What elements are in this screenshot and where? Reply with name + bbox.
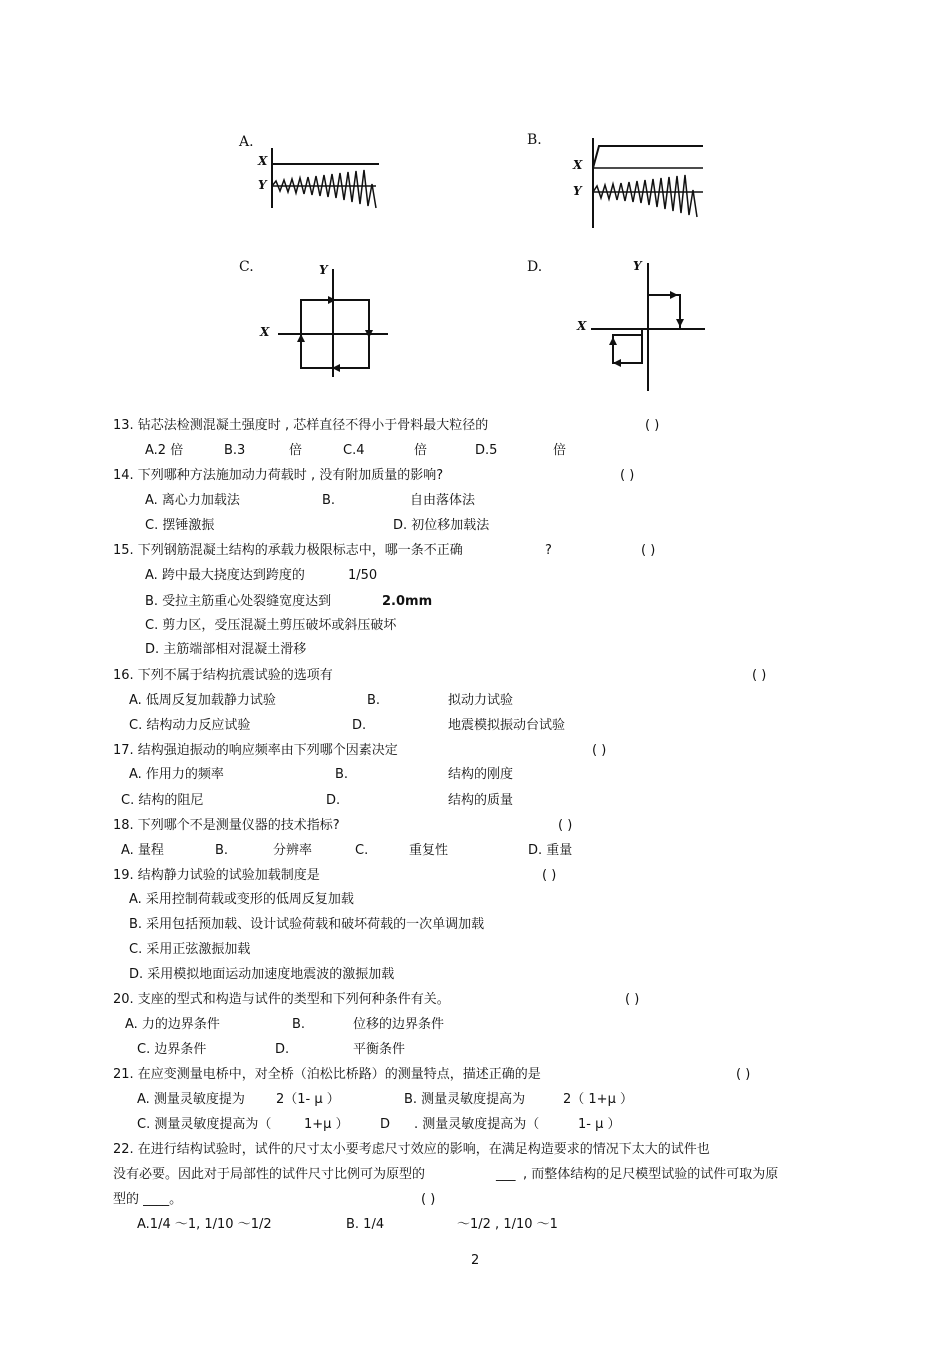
q21-option-d[interactable]: D	[380, 1117, 391, 1132]
q18-stem: 18. 下列哪个不是测量仪器的技术指标?	[113, 818, 340, 833]
q19-option-b[interactable]: B. 采用包括预加载、设计试验荷载和破坏荷载的一次单调加载	[129, 917, 485, 932]
q17-paren: ( )	[592, 743, 607, 758]
q18-option-b-text: 分辨率	[273, 843, 313, 858]
q15-paren: ( )	[641, 543, 656, 558]
figure-a-plot	[236, 130, 386, 215]
figure-d-label: D.	[527, 259, 543, 275]
figure-d-y-label: Y	[633, 259, 642, 273]
q13-option-b-unit: 倍	[289, 443, 303, 458]
q16-option-d-text: 地震模拟振动台试验	[448, 718, 566, 733]
q22-blank1: ___	[496, 1167, 516, 1182]
figure-d	[525, 255, 710, 395]
q19-stem: 19. 结构静力试验的试验加载制度是	[113, 868, 320, 883]
q13-option-d-unit: 倍	[553, 443, 567, 458]
figure-c-plot	[236, 255, 396, 380]
q18-option-c-text: 重复性	[409, 843, 449, 858]
q21-option-c-value: 1+μ ）	[304, 1117, 349, 1132]
q16-option-d[interactable]: D.	[352, 718, 367, 733]
q21-option-d-text: . 测量灵敏度提高为（	[414, 1117, 540, 1132]
figure-c-y-label: Y	[319, 263, 328, 277]
q13-option-b[interactable]: B.3	[224, 443, 246, 458]
q16-option-b-text: 拟动力试验	[448, 693, 514, 708]
figure-b-label: B.	[527, 132, 542, 148]
q14-option-c[interactable]: C. 摆锤激振	[145, 518, 215, 533]
q20-stem: 20. 支座的型式和构造与试件的类型和下列何种条件有关。	[113, 992, 450, 1007]
figure-c-label: C.	[239, 259, 254, 275]
q13-option-c[interactable]: C.4	[343, 443, 365, 458]
figure-b	[525, 128, 710, 233]
q15-option-a-value: 1/50	[348, 568, 378, 583]
q17-option-c[interactable]: C. 结构的阻尼	[121, 793, 204, 808]
q20-option-d-text: 平衡条件	[353, 1042, 406, 1057]
q13-stem: 13. 钻芯法检测混凝土强度时 , 芯样直径不得小于骨料最大粒径的	[113, 418, 489, 433]
q15-option-a[interactable]: A. 跨中最大挠度达到跨度的	[145, 568, 305, 583]
q21-stem: 21. 在应变测量电桥中，对全桥（泊松比桥路）的测量特点，描述正确的是	[113, 1067, 541, 1082]
q18-paren: ( )	[558, 818, 573, 833]
q19-paren: ( )	[542, 868, 557, 883]
q14-option-d[interactable]: D. 初位移加载法	[393, 518, 490, 533]
q18-option-d[interactable]: D. 重量	[528, 843, 573, 858]
q14-paren: ( )	[620, 468, 635, 483]
figure-b-x-label: X	[573, 158, 583, 172]
q15-option-b-value: 2.0mm	[382, 594, 433, 609]
figure-c-x-label: X	[260, 325, 270, 339]
q14-option-b[interactable]: B.	[322, 493, 336, 508]
q20-paren: ( )	[625, 992, 640, 1007]
q14-option-b-text: 自由落体法	[410, 493, 476, 508]
q17-option-a[interactable]: A. 作用力的频率	[129, 767, 224, 782]
q21-option-d-value: 1- μ ）	[578, 1117, 621, 1132]
q15-question-mark: ?	[545, 543, 552, 558]
q13-option-c-unit: 倍	[414, 443, 428, 458]
figure-d-x-label: X	[577, 319, 587, 333]
q20-option-d[interactable]: D.	[275, 1042, 290, 1057]
figure-a-x-label: X	[258, 154, 268, 168]
q20-option-c[interactable]: C. 边界条件	[137, 1042, 207, 1057]
q22-line1: 22. 在进行结构试验时，试件的尺寸太小要考虑尺寸效应的影响，在满足构造要求的情况下太大的试件也	[113, 1142, 710, 1157]
q21-paren: ( )	[736, 1067, 751, 1082]
q16-stem: 16. 下列不属于结构抗震试验的选项有	[113, 668, 333, 683]
q14-option-a[interactable]: A. 离心力加载法	[145, 493, 240, 508]
q19-option-d[interactable]: D. 采用模拟地面运动加速度地震波的激振加载	[129, 967, 395, 982]
q15-option-b[interactable]: B. 受拉主筋重心处裂缝宽度达到	[145, 594, 332, 609]
q19-option-c[interactable]: C. 采用正弦激振加载	[129, 942, 251, 957]
q13-option-d[interactable]: D.5	[475, 443, 498, 458]
q13-option-a[interactable]: A.2 倍	[145, 443, 184, 458]
q16-option-c[interactable]: C. 结构动力反应试验	[129, 718, 251, 733]
q20-option-b[interactable]: B.	[292, 1017, 306, 1032]
figure-a	[236, 130, 386, 215]
q16-paren: ( )	[752, 668, 767, 683]
q22-option-b-value: ～1/2 , 1/10 ～1	[457, 1217, 558, 1232]
q21-option-a-value: 2（1- μ ）	[276, 1092, 340, 1107]
q17-option-b-text: 结构的刚度	[448, 767, 514, 782]
q22-line2b: , 而整体结构的足尺模型试验的试件可取为原	[523, 1167, 779, 1182]
figure-b-plot	[525, 128, 710, 233]
q16-option-b[interactable]: B.	[367, 693, 381, 708]
q21-option-a[interactable]: A. 测量灵敏度提为	[137, 1092, 245, 1107]
q22-line2a: 没有必要。因此对于局部性的试件尺寸比例可为原型的	[113, 1167, 426, 1182]
q22-option-a[interactable]: A.1/4 ～1, 1/10 ～1/2	[137, 1217, 272, 1232]
q17-option-b[interactable]: B.	[335, 767, 349, 782]
figure-d-plot	[525, 255, 710, 395]
q21-option-b[interactable]: B. 测量灵敏度提高为	[404, 1092, 526, 1107]
q17-stem: 17. 结构强迫振动的响应频率由下列哪个因素决定	[113, 743, 398, 758]
figure-b-y-label: Y	[573, 184, 582, 198]
q18-option-b[interactable]: B.	[215, 843, 229, 858]
q15-stem: 15. 下列钢筋混凝土结构的承载力极限标志中，哪一条不正确	[113, 543, 463, 558]
q15-option-d[interactable]: D. 主筋端部相对混凝土滑移	[145, 642, 307, 657]
q22-option-b[interactable]: B. 1/4	[346, 1217, 385, 1232]
q19-option-a[interactable]: A. 采用控制荷载或变形的低周反复加载	[129, 892, 354, 907]
q14-stem: 14. 下列哪种方法施加动力荷载时 , 没有附加质量的影响?	[113, 468, 444, 483]
page-number: 2	[471, 1253, 480, 1268]
q20-option-a[interactable]: A. 力的边界条件	[125, 1017, 220, 1032]
q18-option-a[interactable]: A. 量程	[121, 843, 164, 858]
q20-option-b-text: 位移的边界条件	[353, 1017, 445, 1032]
figure-c	[236, 255, 396, 380]
figure-a-label: A.	[239, 134, 254, 150]
q22-line3: 型的 ____。	[113, 1192, 183, 1207]
q15-option-c[interactable]: C. 剪力区，受压混凝土剪压破坏或斜压破坏	[145, 618, 397, 633]
q17-option-d-text: 结构的质量	[448, 793, 514, 808]
q18-option-c[interactable]: C.	[355, 843, 369, 858]
q21-option-b-value: 2（ 1+μ ）	[563, 1092, 633, 1107]
q17-option-d[interactable]: D.	[326, 793, 341, 808]
figure-a-y-label: Y	[258, 178, 267, 192]
q13-paren: ( )	[645, 418, 660, 433]
q21-option-c[interactable]: C. 测量灵敏度提高为（	[137, 1117, 272, 1132]
q16-option-a[interactable]: A. 低周反复加载静力试验	[129, 693, 276, 708]
q22-paren: ( )	[421, 1192, 436, 1207]
